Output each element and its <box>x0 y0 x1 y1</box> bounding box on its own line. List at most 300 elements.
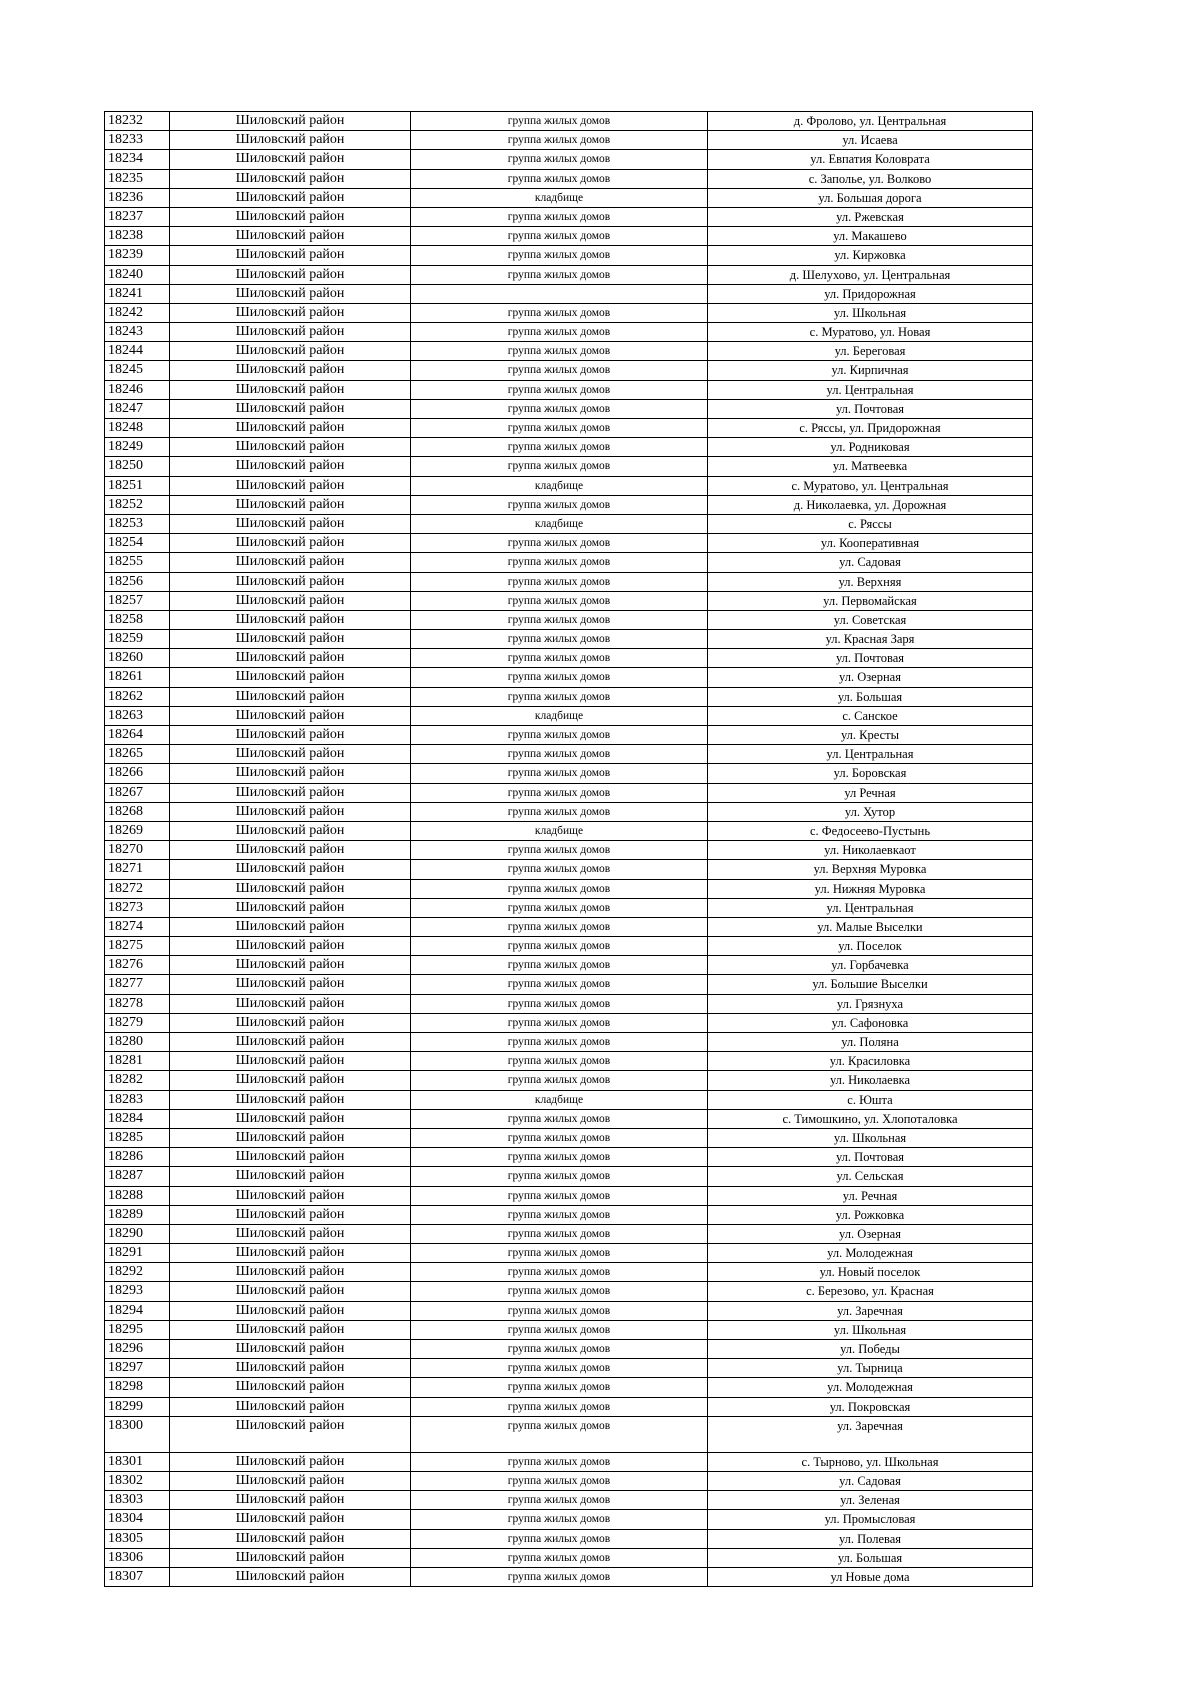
cell-address: ул. Ржевская <box>708 207 1033 226</box>
cell-id: 18299 <box>105 1397 170 1416</box>
cell-district: Шиловский район <box>170 879 411 898</box>
cell-district: Шиловский район <box>170 1052 411 1071</box>
cell-address: ул. Киржовка <box>708 246 1033 265</box>
table-row <box>105 457 1033 476</box>
cell-district: Шиловский район <box>170 610 411 629</box>
cell-object-type: группа жилых домов <box>411 1548 708 1567</box>
cell-address: ул Новые дома <box>708 1567 1033 1586</box>
cell-address: ул. Николаевка <box>708 1071 1033 1090</box>
cell-district: Шиловский район <box>170 1033 411 1052</box>
cell-address: с. Федосеево-Пустынь <box>708 821 1033 840</box>
cell-id: 18305 <box>105 1529 170 1548</box>
cell-id: 18236 <box>105 188 170 207</box>
table-row <box>105 207 1033 226</box>
table-row <box>105 361 1033 380</box>
cell-id: 18244 <box>105 342 170 361</box>
cell-object-type: группа жилых домов <box>411 169 708 188</box>
cell-id: 18288 <box>105 1186 170 1205</box>
cell-object-type: группа жилых домов <box>411 1186 708 1205</box>
cell-id: 18297 <box>105 1359 170 1378</box>
cell-address: д. Николаевка, ул. Дорожная <box>708 495 1033 514</box>
cell-address: ул. Придорожная <box>708 284 1033 303</box>
cell-district: Шиловский район <box>170 323 411 342</box>
cell-district: Шиловский район <box>170 380 411 399</box>
cell-address: ул. Родниковая <box>708 438 1033 457</box>
cell-district: Шиловский район <box>170 994 411 1013</box>
cell-address: с. Тимошкино, ул. Хлопоталовка <box>708 1109 1033 1128</box>
cell-id: 18271 <box>105 860 170 879</box>
table-row <box>105 323 1033 342</box>
cell-district: Шиловский район <box>170 169 411 188</box>
cell-district: Шиловский район <box>170 227 411 246</box>
cell-district: Шиловский район <box>170 1148 411 1167</box>
cell-object-type: группа жилых домов <box>411 917 708 936</box>
cell-address: ул. Почтовая <box>708 399 1033 418</box>
cell-object-type: группа жилых домов <box>411 361 708 380</box>
table-row <box>105 841 1033 860</box>
cell-district: Шиловский район <box>170 917 411 936</box>
cell-district: Шиловский район <box>170 1452 411 1471</box>
table-row <box>105 649 1033 668</box>
cell-address: ул. Большая дорога <box>708 188 1033 207</box>
cell-object-type: группа жилых домов <box>411 994 708 1013</box>
cell-object-type: группа жилых домов <box>411 1148 708 1167</box>
table-row <box>105 610 1033 629</box>
cell-id: 18245 <box>105 361 170 380</box>
cell-id: 18241 <box>105 284 170 303</box>
table-row <box>105 1320 1033 1339</box>
table-row <box>105 495 1033 514</box>
cell-address: ул. Береговая <box>708 342 1033 361</box>
cell-id: 18261 <box>105 668 170 687</box>
cell-object-type: группа жилых домов <box>411 687 708 706</box>
cell-district: Шиловский район <box>170 1263 411 1282</box>
cell-object-type: группа жилых домов <box>411 131 708 150</box>
table-row <box>105 783 1033 802</box>
cell-object-type: кладбище <box>411 476 708 495</box>
cell-object-type: группа жилых домов <box>411 1416 708 1452</box>
cell-address: с. Санское <box>708 706 1033 725</box>
cell-object-type: группа жилых домов <box>411 438 708 457</box>
table-row <box>105 1471 1033 1490</box>
cell-address: ул. Кооперативная <box>708 534 1033 553</box>
cell-district: Шиловский район <box>170 630 411 649</box>
cell-district: Шиловский район <box>170 1471 411 1490</box>
cell-id: 18240 <box>105 265 170 284</box>
cell-address: ул. Речная <box>708 1186 1033 1205</box>
cell-id: 18246 <box>105 380 170 399</box>
cell-object-type: группа жилых домов <box>411 303 708 322</box>
cell-address: ул. Победы <box>708 1340 1033 1359</box>
cell-id: 18275 <box>105 937 170 956</box>
cell-id: 18262 <box>105 687 170 706</box>
cell-object-type: группа жилых домов <box>411 1510 708 1529</box>
cell-district: Шиловский район <box>170 1397 411 1416</box>
cell-address: ул. Красная Заря <box>708 630 1033 649</box>
cell-district: Шиловский район <box>170 821 411 840</box>
cell-object-type: группа жилых домов <box>411 457 708 476</box>
table-row <box>105 303 1033 322</box>
cell-district: Шиловский район <box>170 1167 411 1186</box>
table-row <box>105 1109 1033 1128</box>
cell-object-type: группа жилых домов <box>411 745 708 764</box>
cell-id: 18238 <box>105 227 170 246</box>
cell-district: Шиловский район <box>170 745 411 764</box>
cell-id: 18265 <box>105 745 170 764</box>
table-row <box>105 380 1033 399</box>
cell-id: 18248 <box>105 419 170 438</box>
cell-object-type: группа жилых домов <box>411 1340 708 1359</box>
table-row <box>105 764 1033 783</box>
cell-id: 18301 <box>105 1452 170 1471</box>
cell-object-type: группа жилых домов <box>411 1320 708 1339</box>
table-row <box>105 975 1033 994</box>
cell-district: Шиловский район <box>170 764 411 783</box>
table-row <box>105 1491 1033 1510</box>
cell-address: с. Березово, ул. Красная <box>708 1282 1033 1301</box>
cell-district: Шиловский район <box>170 706 411 725</box>
cell-district: Шиловский район <box>170 131 411 150</box>
cell-address: ул. Грязнуха <box>708 994 1033 1013</box>
cell-object-type: группа жилых домов <box>411 1205 708 1224</box>
cell-id: 18276 <box>105 956 170 975</box>
cell-address: ул. Макашево <box>708 227 1033 246</box>
cell-id: 18234 <box>105 150 170 169</box>
cell-district: Шиловский район <box>170 956 411 975</box>
cell-district: Шиловский район <box>170 1090 411 1109</box>
cell-district: Шиловский район <box>170 1128 411 1147</box>
cell-address: ул. Молодежная <box>708 1378 1033 1397</box>
table-row <box>105 572 1033 591</box>
cell-object-type: группа жилых домов <box>411 227 708 246</box>
cell-object-type: группа жилых домов <box>411 207 708 226</box>
cell-id: 18293 <box>105 1282 170 1301</box>
cell-object-type: группа жилых домов <box>411 1301 708 1320</box>
cell-district: Шиловский район <box>170 1320 411 1339</box>
cell-address: ул. Первомайская <box>708 591 1033 610</box>
cell-id: 18279 <box>105 1013 170 1032</box>
cell-district: Шиловский район <box>170 188 411 207</box>
cell-object-type <box>411 284 708 303</box>
cell-address: ул. Большая <box>708 1548 1033 1567</box>
cell-address: ул. Сельская <box>708 1167 1033 1186</box>
cell-address: ул. Малые Выселки <box>708 917 1033 936</box>
cell-id: 18300 <box>105 1416 170 1452</box>
cell-object-type: группа жилых домов <box>411 1452 708 1471</box>
cell-address: ул. Промысловая <box>708 1510 1033 1529</box>
cell-id: 18291 <box>105 1244 170 1263</box>
cell-district: Шиловский район <box>170 1244 411 1263</box>
table-row <box>105 150 1033 169</box>
table-row <box>105 419 1033 438</box>
table-row <box>105 687 1033 706</box>
table-row <box>105 956 1033 975</box>
cell-address: ул. Покровская <box>708 1397 1033 1416</box>
cell-object-type: группа жилых домов <box>411 572 708 591</box>
cell-district: Шиловский район <box>170 112 411 131</box>
cell-district: Шиловский район <box>170 1491 411 1510</box>
table-row <box>105 1071 1033 1090</box>
cell-id: 18283 <box>105 1090 170 1109</box>
cell-id: 18274 <box>105 917 170 936</box>
table-row <box>105 227 1033 246</box>
cell-address: ул. Школьная <box>708 1320 1033 1339</box>
cell-district: Шиловский район <box>170 514 411 533</box>
cell-district: Шиловский район <box>170 419 411 438</box>
cell-address: ул. Центральная <box>708 898 1033 917</box>
cell-object-type: группа жилых домов <box>411 802 708 821</box>
cell-district: Шиловский район <box>170 476 411 495</box>
table-row <box>105 879 1033 898</box>
cell-address: ул. Большая <box>708 687 1033 706</box>
cell-address: ул. Матвеевка <box>708 457 1033 476</box>
table-row <box>105 553 1033 572</box>
cell-address: ул. Заречная <box>708 1301 1033 1320</box>
table-row <box>105 668 1033 687</box>
cell-district: Шиловский район <box>170 841 411 860</box>
table-row <box>105 1128 1033 1147</box>
cell-district: Шиловский район <box>170 1301 411 1320</box>
table-row <box>105 1452 1033 1471</box>
cell-address: ул. Поляна <box>708 1033 1033 1052</box>
cell-id: 18233 <box>105 131 170 150</box>
cell-address: ул. Озерная <box>708 1224 1033 1243</box>
cell-id: 18266 <box>105 764 170 783</box>
cell-address: ул. Николаевкаот <box>708 841 1033 860</box>
cell-object-type: группа жилых домов <box>411 246 708 265</box>
cell-address: ул. Полевая <box>708 1529 1033 1548</box>
cell-object-type: группа жилых домов <box>411 1397 708 1416</box>
cell-address: ул. Новый поселок <box>708 1263 1033 1282</box>
table-row <box>105 802 1033 821</box>
table-row <box>105 745 1033 764</box>
cell-district: Шиловский район <box>170 342 411 361</box>
cell-address: ул. Поселок <box>708 937 1033 956</box>
cell-address: ул. Озерная <box>708 668 1033 687</box>
table-row <box>105 898 1033 917</box>
cell-district: Шиловский район <box>170 1359 411 1378</box>
cell-id: 18294 <box>105 1301 170 1320</box>
cell-id: 18237 <box>105 207 170 226</box>
table-row <box>105 169 1033 188</box>
cell-object-type: группа жилых домов <box>411 342 708 361</box>
cell-id: 18306 <box>105 1548 170 1567</box>
cell-object-type: группа жилых домов <box>411 1244 708 1263</box>
cell-object-type: группа жилых домов <box>411 495 708 514</box>
cell-address: ул. Сафоновка <box>708 1013 1033 1032</box>
cell-id: 18258 <box>105 610 170 629</box>
cell-id: 18296 <box>105 1340 170 1359</box>
table-row <box>105 1013 1033 1032</box>
cell-district: Шиловский район <box>170 361 411 380</box>
cell-address: ул. Рожковка <box>708 1205 1033 1224</box>
cell-address: ул. Кресты <box>708 726 1033 745</box>
cell-address: с. Тырново, ул. Школьная <box>708 1452 1033 1471</box>
table-row <box>105 1052 1033 1071</box>
cell-id: 18250 <box>105 457 170 476</box>
table-row <box>105 112 1033 131</box>
table-row <box>105 246 1033 265</box>
cell-address: ул. Красиловка <box>708 1052 1033 1071</box>
cell-id: 18289 <box>105 1205 170 1224</box>
cell-id: 18290 <box>105 1224 170 1243</box>
table-row <box>105 342 1033 361</box>
table-row <box>105 1263 1033 1282</box>
table-row <box>105 917 1033 936</box>
cell-object-type: кладбище <box>411 706 708 725</box>
cell-object-type: группа жилых домов <box>411 1282 708 1301</box>
cell-object-type: кладбище <box>411 1090 708 1109</box>
cell-district: Шиловский район <box>170 495 411 514</box>
cell-id: 18302 <box>105 1471 170 1490</box>
table-row <box>105 131 1033 150</box>
cell-district: Шиловский район <box>170 572 411 591</box>
cell-id: 18281 <box>105 1052 170 1071</box>
cell-district: Шиловский район <box>170 207 411 226</box>
cell-address: ул Речная <box>708 783 1033 802</box>
cell-object-type: группа жилых домов <box>411 553 708 572</box>
cell-id: 18303 <box>105 1491 170 1510</box>
cell-address: ул. Центральная <box>708 745 1033 764</box>
cell-district: Шиловский район <box>170 726 411 745</box>
cell-id: 18243 <box>105 323 170 342</box>
cell-address: с. Муратово, ул. Новая <box>708 323 1033 342</box>
table-row <box>105 860 1033 879</box>
cell-district: Шиловский район <box>170 649 411 668</box>
cell-address: ул. Школьная <box>708 303 1033 322</box>
cell-id: 18292 <box>105 1263 170 1282</box>
cell-address: с. Ряссы, ул. Придорожная <box>708 419 1033 438</box>
cell-district: Шиловский район <box>170 1416 411 1452</box>
cell-object-type: группа жилых домов <box>411 764 708 783</box>
cell-address: ул. Кирпичная <box>708 361 1033 380</box>
cell-address: ул. Верхняя <box>708 572 1033 591</box>
cell-id: 18280 <box>105 1033 170 1052</box>
table-row <box>105 1186 1033 1205</box>
cell-district: Шиловский район <box>170 1109 411 1128</box>
cell-address: ул. Заречная <box>708 1416 1033 1452</box>
cell-id: 18267 <box>105 783 170 802</box>
cell-address: ул. Нижняя Муровка <box>708 879 1033 898</box>
cell-district: Шиловский район <box>170 860 411 879</box>
cell-address: ул. Школьная <box>708 1128 1033 1147</box>
table-row <box>105 726 1033 745</box>
cell-object-type: группа жилых домов <box>411 1109 708 1128</box>
cell-object-type: группа жилых домов <box>411 323 708 342</box>
cell-id: 18272 <box>105 879 170 898</box>
cell-district: Шиловский район <box>170 1340 411 1359</box>
cell-district: Шиловский район <box>170 1186 411 1205</box>
cell-district: Шиловский район <box>170 1548 411 1567</box>
cell-district: Шиловский район <box>170 898 411 917</box>
cell-object-type: группа жилых домов <box>411 1052 708 1071</box>
table-row <box>105 1224 1033 1243</box>
table-row <box>105 1301 1033 1320</box>
cell-object-type: группа жилых домов <box>411 1167 708 1186</box>
cell-object-type: группа жилых домов <box>411 1263 708 1282</box>
cell-district: Шиловский район <box>170 150 411 169</box>
cell-object-type: группа жилых домов <box>411 1033 708 1052</box>
table-row <box>105 1567 1033 1586</box>
cell-object-type: группа жилых домов <box>411 975 708 994</box>
cell-district: Шиловский район <box>170 303 411 322</box>
table-row <box>105 630 1033 649</box>
cell-object-type: группа жилых домов <box>411 1567 708 1586</box>
table-row <box>105 1205 1033 1224</box>
cell-district: Шиловский район <box>170 457 411 476</box>
cell-address: с. Ряссы <box>708 514 1033 533</box>
table-row <box>105 994 1033 1013</box>
cell-object-type: группа жилых домов <box>411 610 708 629</box>
table-row <box>105 1148 1033 1167</box>
cell-district: Шиловский район <box>170 246 411 265</box>
cell-id: 18255 <box>105 553 170 572</box>
cell-object-type: группа жилых домов <box>411 668 708 687</box>
cell-address: ул. Исаева <box>708 131 1033 150</box>
cell-address: ул. Садовая <box>708 553 1033 572</box>
cell-object-type: группа жилых домов <box>411 1224 708 1243</box>
cell-district: Шиловский район <box>170 937 411 956</box>
registry-table-body <box>105 112 1033 1587</box>
cell-id: 18286 <box>105 1148 170 1167</box>
cell-address: с. Муратово, ул. Центральная <box>708 476 1033 495</box>
cell-address: ул. Зеленая <box>708 1491 1033 1510</box>
cell-district: Шиловский район <box>170 1013 411 1032</box>
table-row <box>105 1340 1033 1359</box>
cell-object-type: группа жилых домов <box>411 150 708 169</box>
cell-district: Шиловский район <box>170 284 411 303</box>
cell-id: 18287 <box>105 1167 170 1186</box>
cell-id: 18273 <box>105 898 170 917</box>
table-row <box>105 1416 1033 1452</box>
cell-district: Шиловский район <box>170 975 411 994</box>
table-row <box>105 706 1033 725</box>
cell-district: Шиловский район <box>170 1282 411 1301</box>
table-row <box>105 476 1033 495</box>
cell-district: Шиловский район <box>170 1510 411 1529</box>
cell-object-type: группа жилых домов <box>411 1013 708 1032</box>
cell-id: 18295 <box>105 1320 170 1339</box>
cell-district: Шиловский район <box>170 1378 411 1397</box>
cell-district: Шиловский район <box>170 1529 411 1548</box>
cell-address: ул. Евпатия Коловрата <box>708 150 1033 169</box>
cell-object-type: группа жилых домов <box>411 1471 708 1490</box>
cell-district: Шиловский район <box>170 802 411 821</box>
cell-district: Шиловский район <box>170 668 411 687</box>
cell-id: 18285 <box>105 1128 170 1147</box>
cell-id: 18263 <box>105 706 170 725</box>
cell-object-type: группа жилых домов <box>411 937 708 956</box>
table-row <box>105 937 1033 956</box>
cell-id: 18254 <box>105 534 170 553</box>
cell-id: 18304 <box>105 1510 170 1529</box>
table-row <box>105 265 1033 284</box>
cell-address: ул. Центральная <box>708 380 1033 399</box>
cell-object-type: группа жилых домов <box>411 591 708 610</box>
cell-district: Шиловский район <box>170 438 411 457</box>
cell-object-type: группа жилых домов <box>411 860 708 879</box>
cell-id: 18247 <box>105 399 170 418</box>
cell-object-type: группа жилых домов <box>411 1128 708 1147</box>
table-row <box>105 821 1033 840</box>
table-row <box>105 591 1033 610</box>
cell-district: Шиловский район <box>170 687 411 706</box>
cell-object-type: группа жилых домов <box>411 783 708 802</box>
cell-address: с. Заполье, ул. Волково <box>708 169 1033 188</box>
table-row <box>105 1244 1033 1263</box>
table-row <box>105 1548 1033 1567</box>
table-row <box>105 1090 1033 1109</box>
